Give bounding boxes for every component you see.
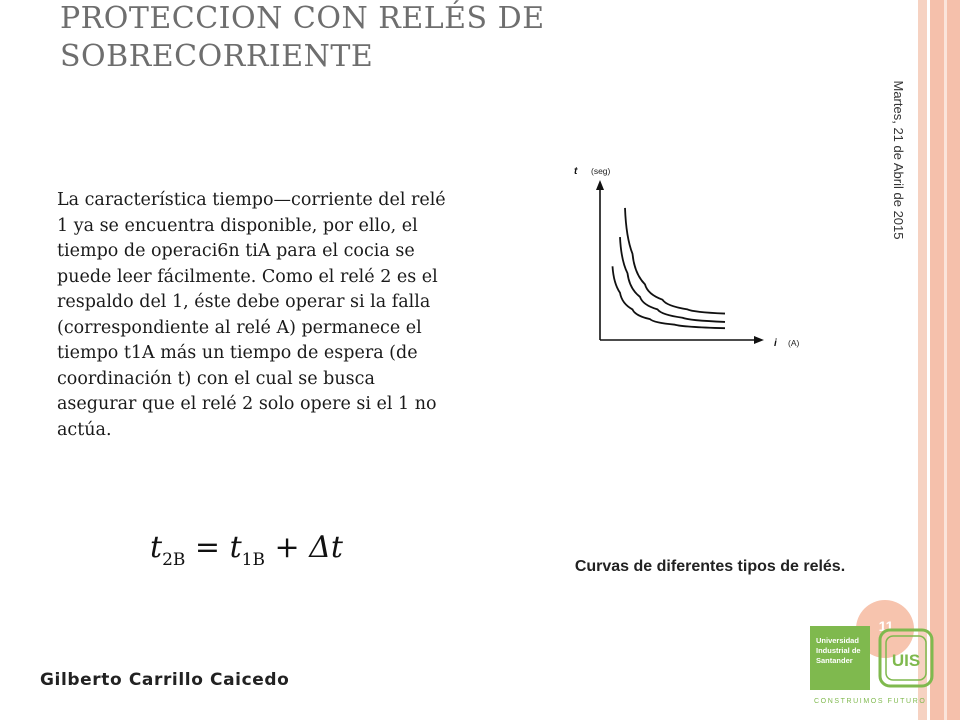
- decor-stripe-1: [918, 0, 927, 720]
- formula-equals: =: [194, 530, 221, 565]
- formula-delta-t: Δt: [309, 530, 343, 565]
- logo-motto: CONSTRUIMOS FUTURO: [814, 698, 927, 705]
- slide-date: Martes, 21 de Abril de 2015: [891, 80, 906, 240]
- relay-curves-chart: [566, 158, 816, 358]
- x-axis-arrow: [754, 336, 764, 344]
- x-axis-label: i: [774, 338, 777, 349]
- logo-emblem: [878, 628, 934, 688]
- logo-text-box: [810, 626, 870, 690]
- logo-line-1: Universidad: [816, 636, 859, 645]
- decor-stripe-3: [944, 0, 947, 720]
- y-axis-label: t: [574, 166, 578, 177]
- logo-line-2: Industrial de: [816, 646, 861, 655]
- author-name: Gilberto Carrillo Caicedo: [40, 670, 290, 690]
- university-logo: [810, 626, 940, 720]
- figure-caption: Curvas de diferentes tipos de relés.: [574, 558, 846, 575]
- curve-series-2: [620, 237, 725, 322]
- formula-rhs-t: t: [229, 530, 242, 565]
- page-number: 11: [878, 618, 894, 634]
- logo-line-3: Santander: [816, 656, 853, 665]
- curve-series-3: [613, 266, 726, 328]
- formula-rhs-sub: 1B: [241, 550, 265, 570]
- formula-plus: +: [274, 530, 300, 565]
- formula-lhs-sub: 2B: [162, 550, 186, 570]
- y-axis-arrow: [596, 180, 604, 190]
- body-paragraph: La característica tiempo—corriente del relé 1 ya se encuentra disponible, por ello, el tiempo de operaci6n tiA para el cocia se puede leer fácilmente. Como el relé 2 es el respaldo del 1, éste debe operar si la falla (correspondiente al relé A) permanece el tiempo t1A más un tiempo de espera (de coordinación t) con el cual se busca asegurar que el relé 2 solo opere si el 1 no actúa.: [57, 190, 446, 440]
- formula-lhs-t: t: [150, 530, 163, 565]
- slide-title: PROTECCION CON RELÉS DE SOBRECORRIENTE: [60, 1, 545, 74]
- x-axis-unit: (A): [788, 338, 800, 348]
- y-axis-unit: (seg): [591, 166, 611, 176]
- coordination-formula: [150, 530, 370, 574]
- logo-initials: UIS: [891, 651, 921, 670]
